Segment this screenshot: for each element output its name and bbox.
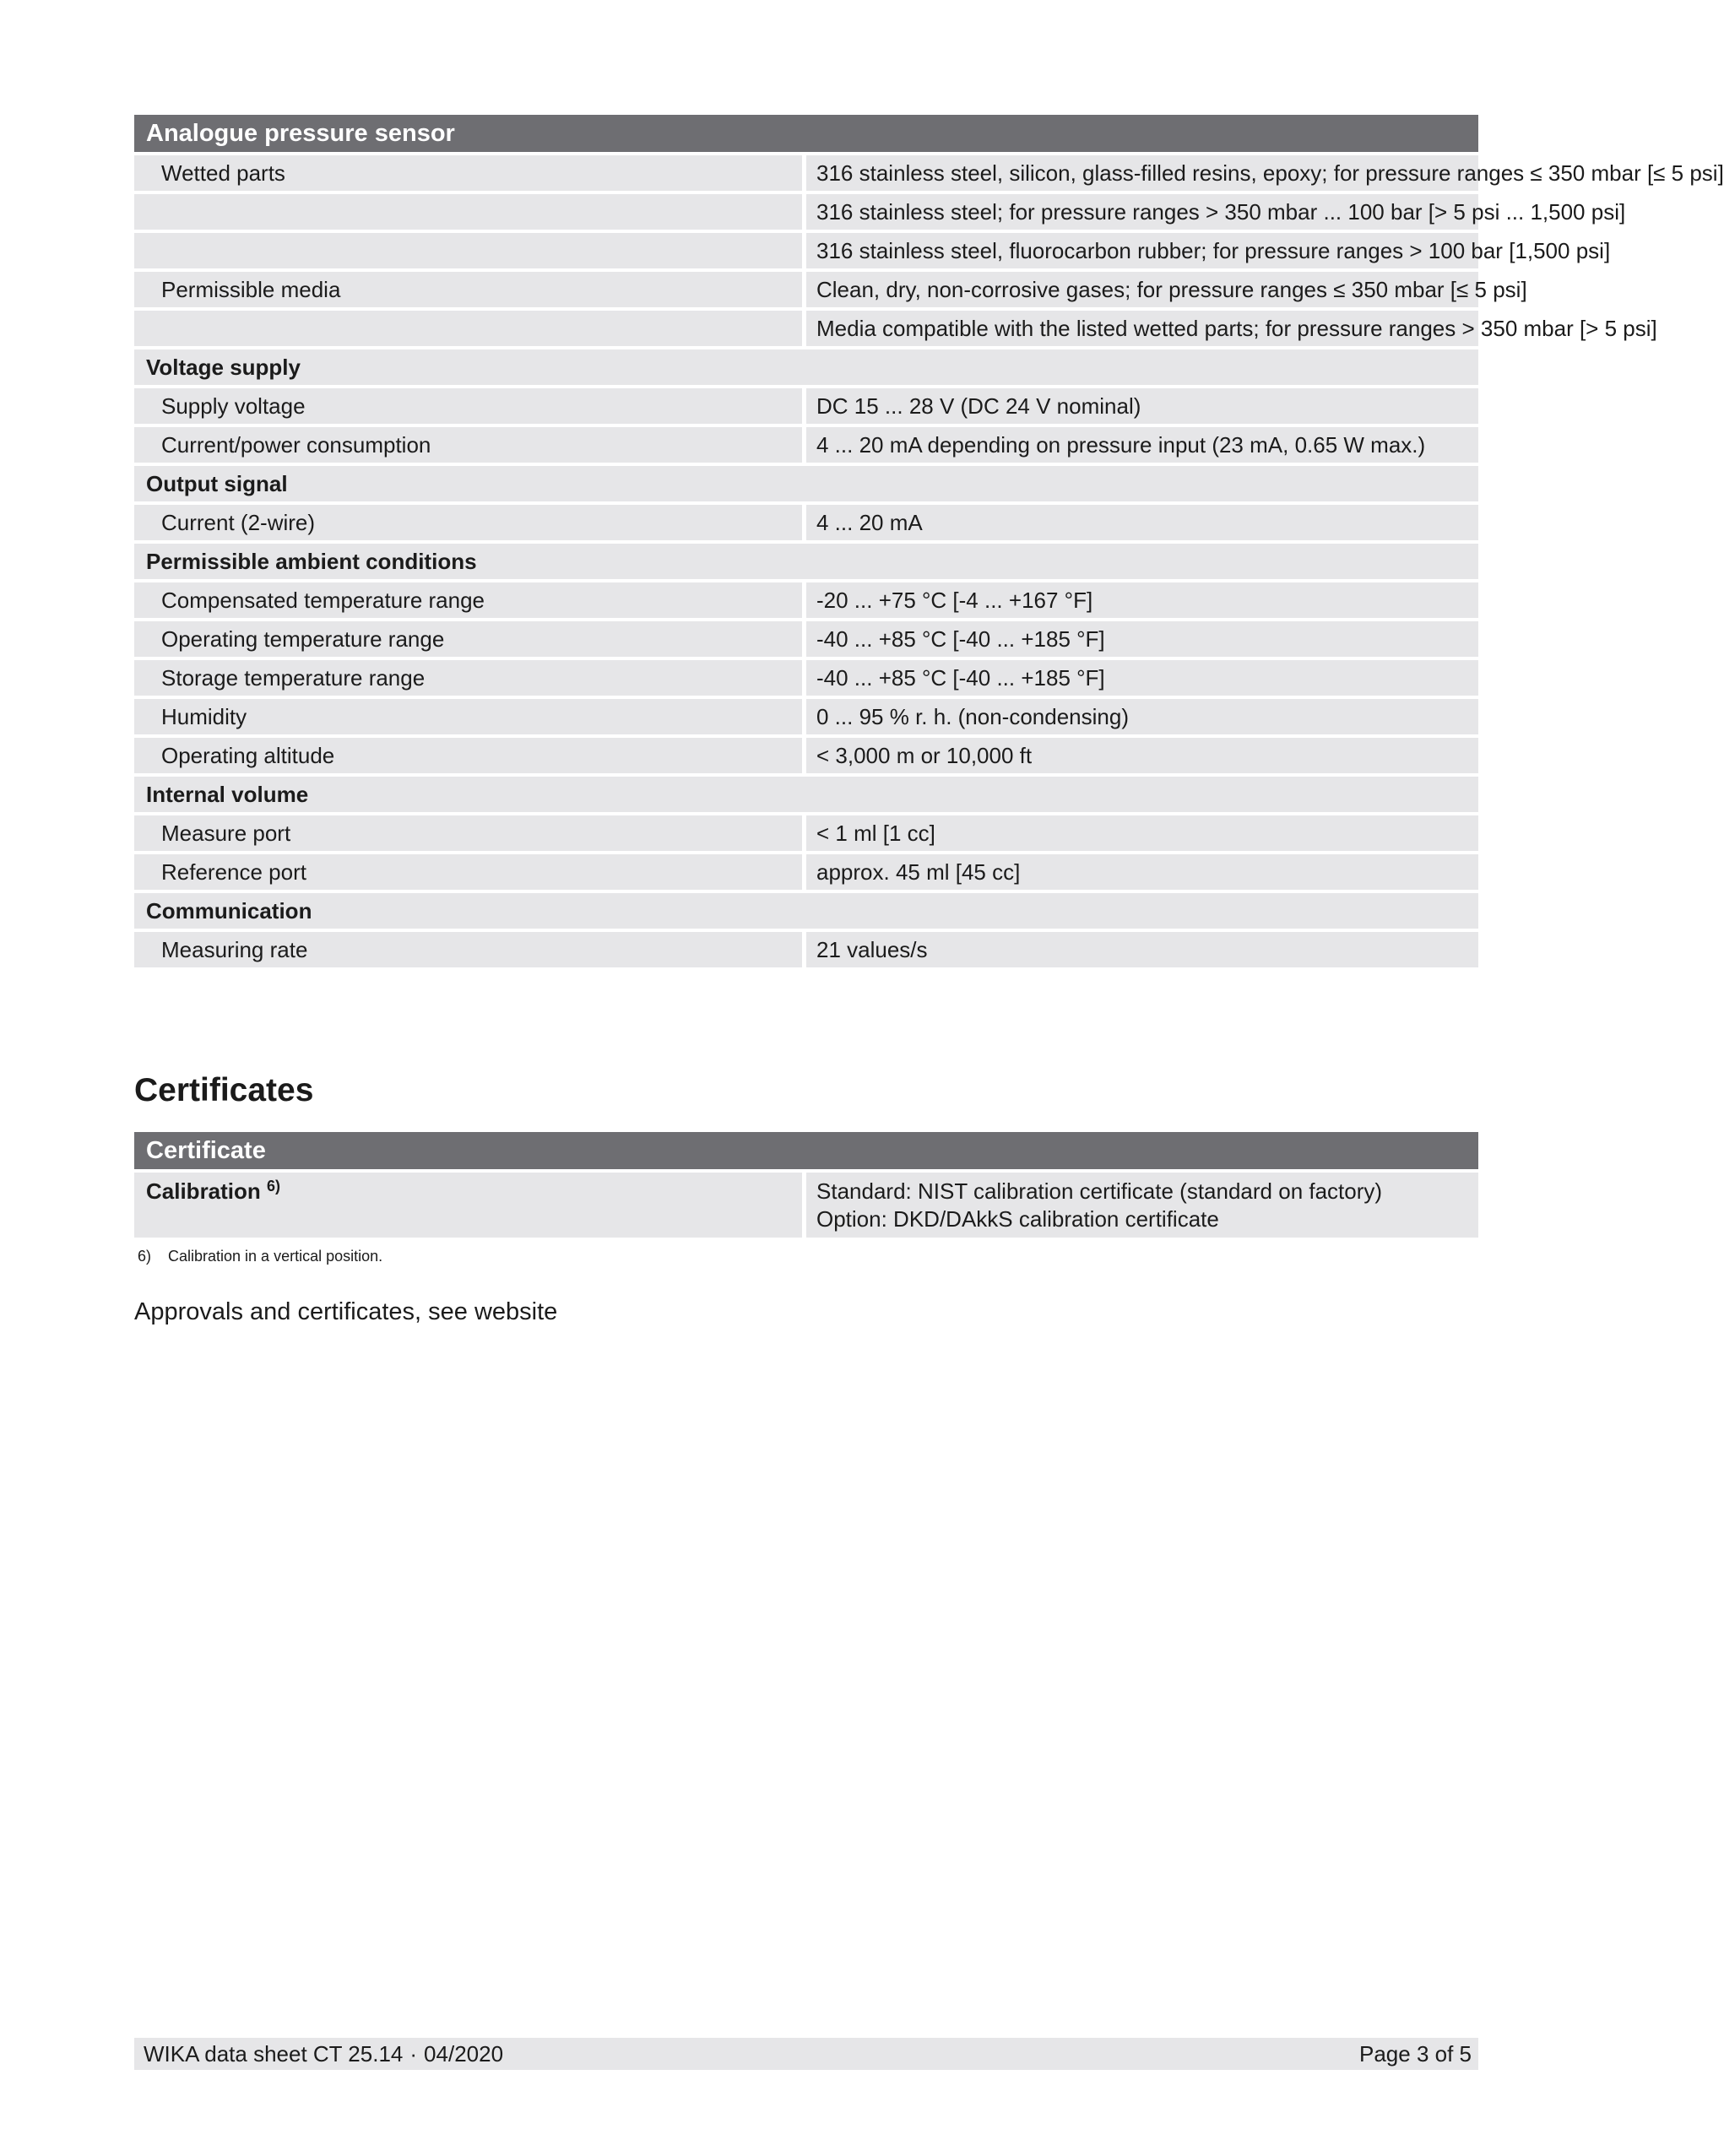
row-label-reference-port: Reference port — [134, 854, 806, 890]
row-label-wetted-parts: Wetted parts — [134, 155, 806, 191]
certificate-table — [134, 1129, 1478, 1241]
row-label-supply-voltage: Supply voltage — [134, 388, 806, 424]
footer-document-info — [144, 2038, 503, 2070]
row-value-humidity: 0 ... 95 % r. h. (non-condensing) — [806, 699, 1478, 734]
footer-date: 04/2020 — [424, 2041, 504, 2067]
table-row — [134, 815, 1478, 851]
table-row — [134, 311, 1478, 346]
table-header-analogue-pressure-sensor: Analogue pressure sensor — [134, 115, 1478, 152]
table-row — [134, 155, 1478, 191]
table-header-row — [134, 115, 1478, 152]
group-title-voltage-supply: Voltage supply — [134, 349, 1478, 385]
table-row — [134, 621, 1478, 657]
table-row — [134, 660, 1478, 696]
table-row — [134, 427, 1478, 463]
table-row — [134, 738, 1478, 773]
row-label-measure-port: Measure port — [134, 815, 806, 851]
row-label-compensated-temperature: Compensated temperature range — [134, 582, 806, 618]
table-row — [134, 272, 1478, 307]
group-title-internal-volume: Internal volume — [134, 777, 1478, 812]
footnote-number: 6) — [138, 1248, 152, 1265]
row-value-current-2-wire: 4 ... 20 mA — [806, 505, 1478, 540]
calibration-label: Calibration — [146, 1178, 261, 1204]
row-value-supply-voltage: DC 15 ... 28 V (DC 24 V nominal) — [806, 388, 1478, 424]
group-row — [134, 349, 1478, 385]
group-title-output-signal: Output signal — [134, 466, 1478, 501]
group-title-communication: Communication — [134, 893, 1478, 929]
table-row — [134, 854, 1478, 890]
row-label-permissible-media: Permissible media — [134, 272, 806, 307]
group-row — [134, 893, 1478, 929]
table-row — [134, 505, 1478, 540]
row-label-empty — [134, 194, 806, 230]
calibration-standard-line: Standard: NIST calibration certificate (standard on factory) — [816, 1178, 1383, 1204]
table-row — [134, 699, 1478, 734]
row-value-operating-altitude: < 3,000 m or 10,000 ft — [806, 738, 1478, 773]
page-footer — [134, 2038, 1478, 2070]
row-value-measure-port: < 1 ml [1 cc] — [806, 815, 1478, 851]
row-label-storage-temperature: Storage temperature range — [134, 660, 806, 696]
row-label-empty — [134, 311, 806, 346]
row-label-calibration — [134, 1173, 806, 1238]
row-label-humidity: Humidity — [134, 699, 806, 734]
row-label-measuring-rate: Measuring rate — [134, 932, 806, 967]
row-label-empty — [134, 233, 806, 268]
group-title-ambient-conditions: Permissible ambient conditions — [134, 544, 1478, 579]
table-row — [134, 582, 1478, 618]
table-row — [134, 388, 1478, 424]
row-value-operating-temperature: -40 ... +85 °C [-40 ... +185 °F] — [806, 621, 1478, 657]
group-row — [134, 777, 1478, 812]
row-label-current-power-consumption: Current/power consumption — [134, 427, 806, 463]
specifications-table — [134, 111, 1724, 971]
row-value-permissible-media-1: Clean, dry, non-corrosive gases; for pressure ranges ≤ 350 mbar [≤ 5 psi] — [806, 272, 1478, 307]
table-header-row — [134, 1132, 1478, 1169]
row-value-wetted-parts-2: 316 stainless steel; for pressure ranges > 350 mbar ... 100 bar [> 5 psi ... 1,500 psi] — [806, 194, 1478, 230]
footer-doc-id: WIKA data sheet CT 25.14 — [144, 2041, 404, 2067]
footer-separator: · — [409, 2041, 418, 2067]
calibration-option-line: Option: DKD/DAkkS calibration certificate — [816, 1206, 1219, 1232]
table-row — [134, 1173, 1478, 1238]
row-label-operating-temperature: Operating temperature range — [134, 621, 806, 657]
approvals-note: Approvals and certificates, see website — [134, 1298, 558, 1325]
footer-page-number: Page 3 of 5 — [1359, 2041, 1472, 2067]
footnote — [138, 1246, 382, 1266]
group-row — [134, 466, 1478, 501]
row-label-current-2-wire: Current (2-wire) — [134, 505, 806, 540]
row-value-compensated-temperature: -20 ... +75 °C [-4 ... +167 °F] — [806, 582, 1478, 618]
row-value-measuring-rate: 21 values/s — [806, 932, 1478, 967]
row-value-wetted-parts-1: 316 stainless steel, silicon, glass-filled resins, epoxy; for pressure ranges ≤ 350 mbar [≤ 5 psi] — [806, 155, 1478, 191]
table-header-certificate: Certificate — [134, 1132, 1478, 1169]
table-row — [134, 194, 1478, 230]
section-title-certificates: Certificates — [134, 1072, 314, 1108]
row-value-current-power-consumption: 4 ... 20 mA depending on pressure input (23 mA, 0.65 W max.) — [806, 427, 1478, 463]
footnote-text: Calibration in a vertical position. — [168, 1248, 383, 1265]
table-row — [134, 233, 1478, 268]
table-row — [134, 932, 1478, 967]
row-value-reference-port: approx. 45 ml [45 cc] — [806, 854, 1478, 890]
row-value-calibration — [806, 1173, 1478, 1238]
group-row — [134, 544, 1478, 579]
row-value-permissible-media-2: Media compatible with the listed wetted parts; for pressure ranges > 350 mbar [> 5 psi] — [806, 311, 1478, 346]
row-value-storage-temperature: -40 ... +85 °C [-40 ... +185 °F] — [806, 660, 1478, 696]
footnote-ref: 6) — [267, 1178, 281, 1194]
row-label-operating-altitude: Operating altitude — [134, 738, 806, 773]
row-value-wetted-parts-3: 316 stainless steel, fluorocarbon rubber; for pressure ranges > 100 bar [1,500 psi] — [806, 233, 1478, 268]
